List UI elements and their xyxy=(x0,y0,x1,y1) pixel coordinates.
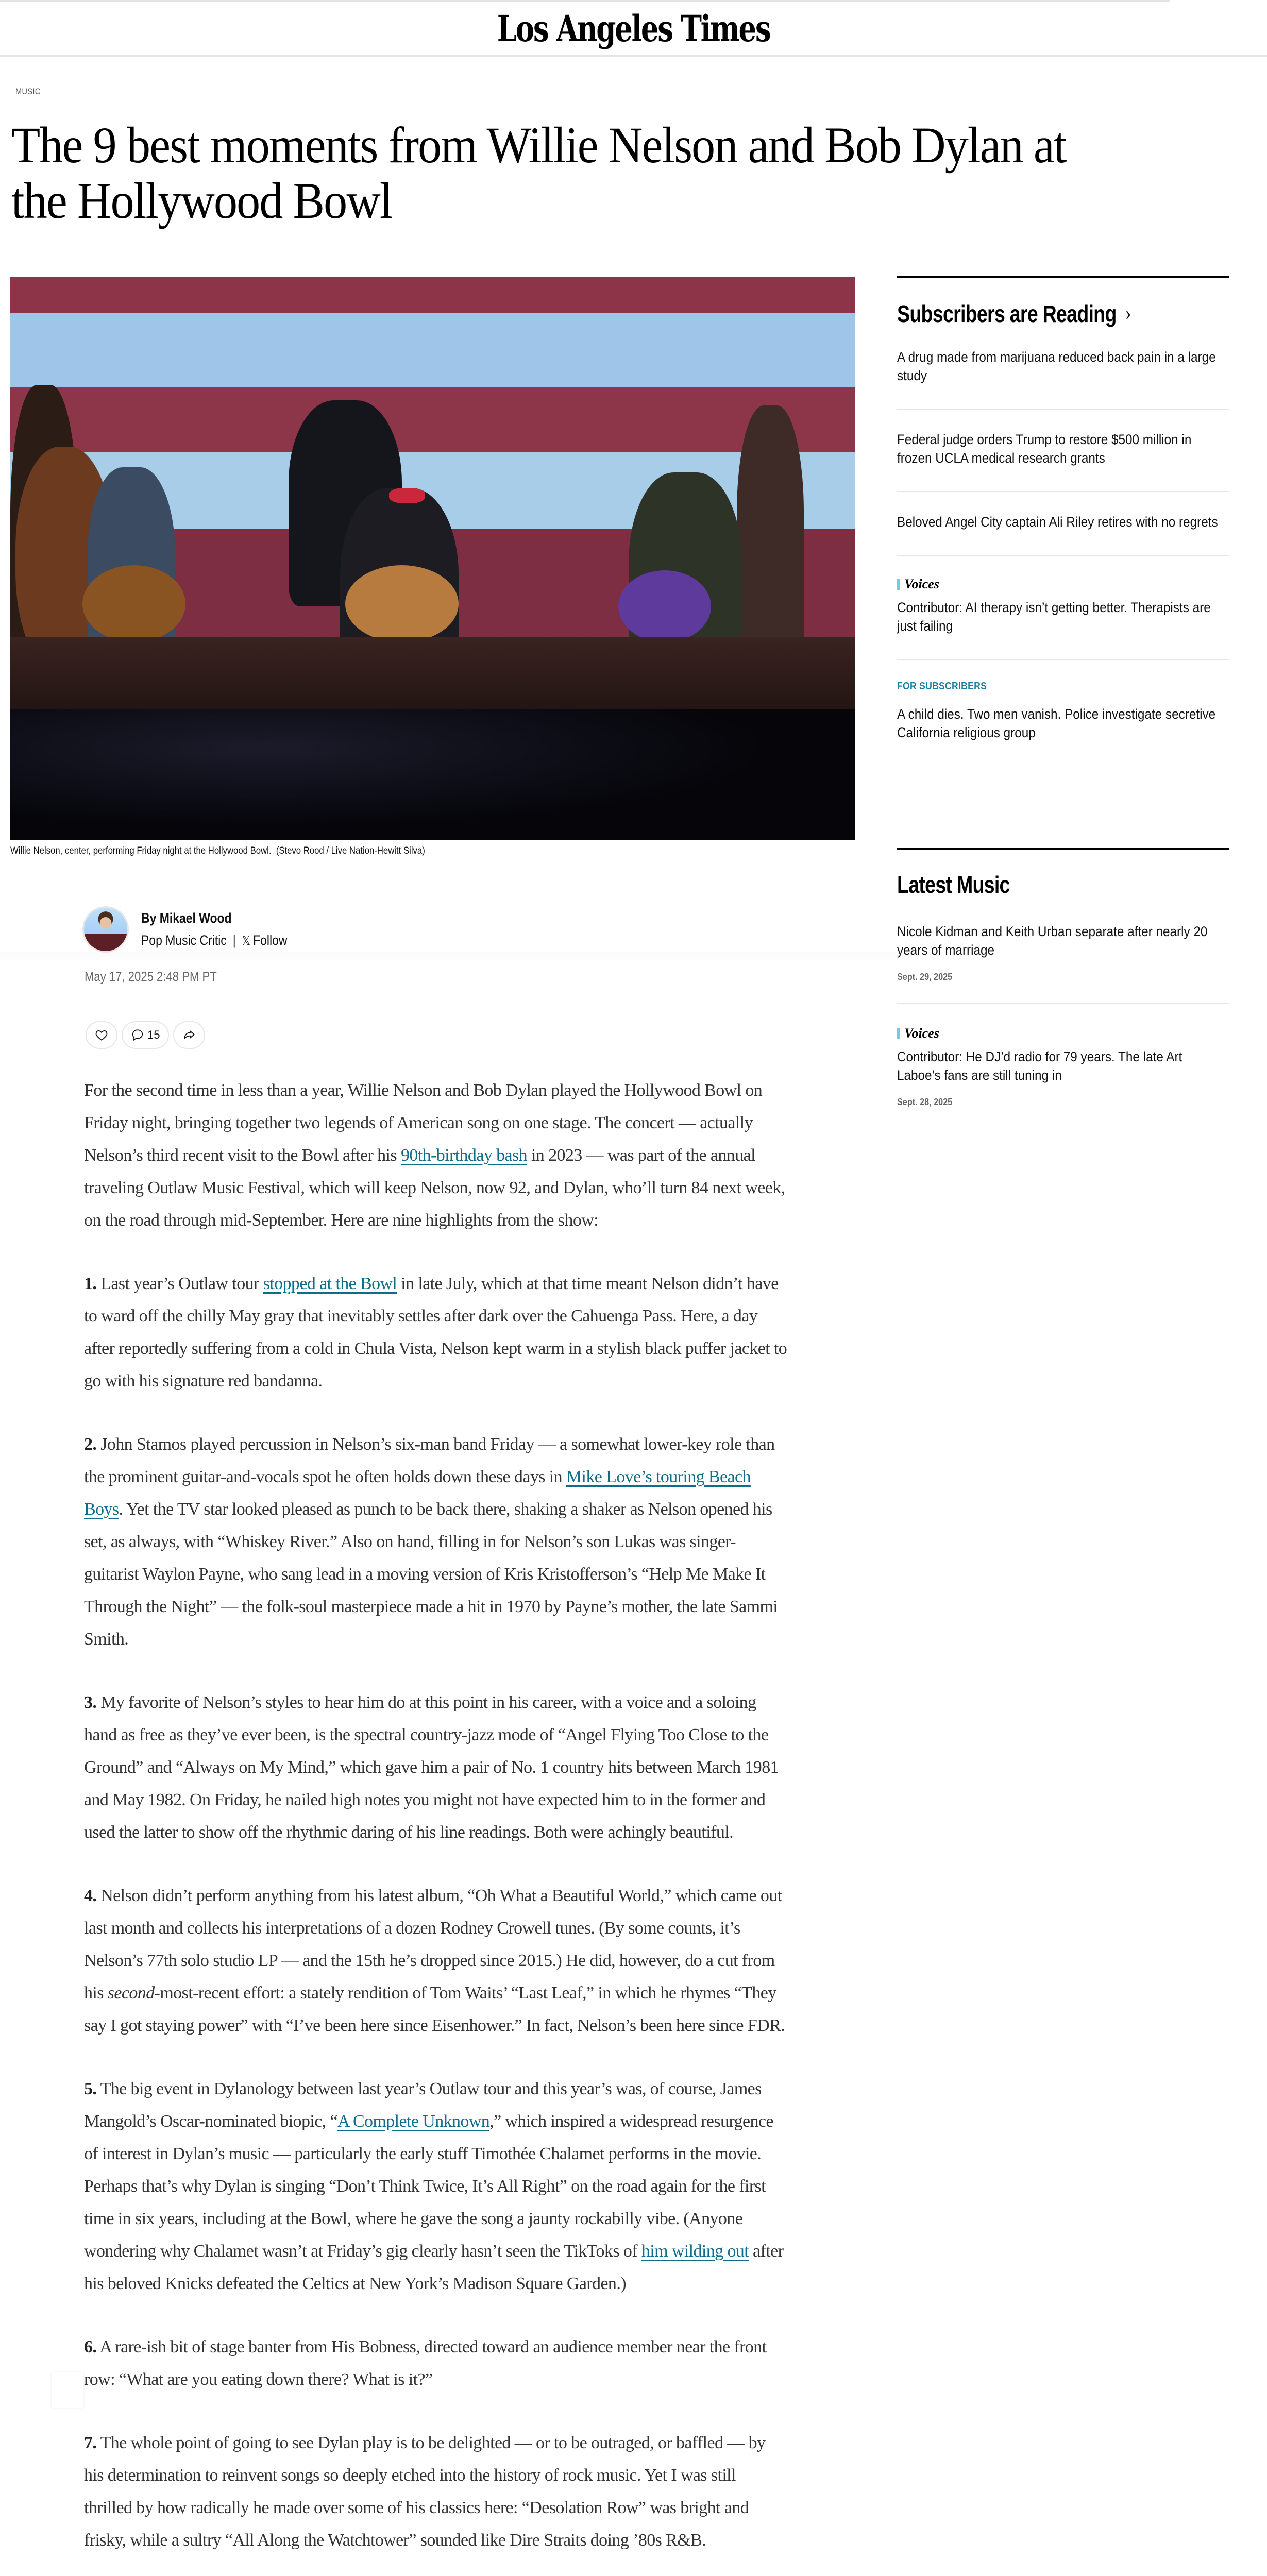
sidebar-story-link[interactable]: A child dies. Two men vanish. Police investigate secretive California religious group xyxy=(897,706,1216,740)
highlight-number: 4. xyxy=(84,1886,97,1905)
sidebar-story xyxy=(897,660,1229,766)
purple-guitar xyxy=(618,570,711,642)
follow-button[interactable] xyxy=(242,933,288,948)
author-name[interactable] xyxy=(141,910,287,926)
highlight-number: 6. xyxy=(84,2337,97,2357)
voices-label-text: Voices xyxy=(904,577,939,591)
sidebar-story xyxy=(897,900,1229,1004)
lead-photo xyxy=(10,277,855,840)
module-title-text: Latest Music xyxy=(897,871,1010,898)
article-body xyxy=(84,1074,787,2576)
paragraph-text: in late July, which at that time meant Nelson didn’t have to ward off the chilly May gray that inevitably settles after dark over the Cahuenga Pass. Here, a day after reportedly suffering from a cold in Chula Vista, Nelson kept warm in a stylish black puffer jacket to go with his signature red bandanna. xyxy=(84,1274,787,1391)
floating-overlay[interactable] xyxy=(52,2372,83,2408)
article-paragraph xyxy=(84,1686,787,1849)
flag-stripe xyxy=(10,313,855,387)
article-paragraph xyxy=(84,1879,787,2042)
module-rule xyxy=(897,276,1229,278)
article-paragraph xyxy=(84,2427,787,2556)
follow-label: Follow xyxy=(253,933,288,948)
sidebar-story-link[interactable]: Beloved Angel City captain Ali Riley retires with no regrets xyxy=(897,514,1218,530)
heart-icon xyxy=(95,1028,108,1042)
module-rule xyxy=(897,848,1229,850)
comment-count: 15 xyxy=(147,1028,160,1041)
caption-text: Willie Nelson, center, performing Friday night at the Hollywood Bowl. xyxy=(10,845,272,856)
paragraph-text: John Stamos played percussion in Nelson’s six-man band Friday — a somewhat lower-key role than the prominent guitar-and-vocals spot he often holds down these days in xyxy=(84,1435,775,1486)
sidebar-story xyxy=(897,410,1229,492)
subscribers-reading-title[interactable] xyxy=(897,298,1169,329)
author-name-text: Mikael Wood xyxy=(159,910,232,926)
sidebar-story xyxy=(897,1004,1229,1128)
flag-stripe xyxy=(10,387,855,452)
site-logo[interactable]: Los Angeles Times xyxy=(497,7,770,50)
voices-accent-bar xyxy=(897,579,900,590)
paragraph-text: -most-recent effort: a stately rendition of Tom Waits’ “Last Leaf,” in which he rhymes “They say I got staying power” with “I’ve been here since Eisenhower.” In fact, Nelson’s been here since FDR. xyxy=(84,1984,785,2035)
paragraph-text: ,” which inspired a widespread resurgence of interest in Dylan’s music — particularly the early stuff Timothée Chalamet performs in the movie. Perhaps that’s why Dylan is singing “Don’t Think Twice, It’s All Right” on the road again for the first time in six years, including at the Bowl, where he gave the song a jaunty rockabilly vibe. (Anyone wondering why Chalamet wasn’t at Friday’s gig clearly hasn’t seen the TikToks of xyxy=(84,2112,773,2261)
highlight-number: 5. xyxy=(84,2079,97,2098)
paragraph-text: My favorite of Nelson’s styles to hear him do at this point in his career, with a voice and a soloing hand as free as they’ve ever been, is the spectral country-jazz mode of “Angel Flying Too Close to the Ground” and “Always on My Mind,” which gave him a pair of No. 1 country hits between March 1981 and May 1982. On Friday, he nailed high notes you might not have expected him to in the former and used the latter to show off the rhythmic daring of his line readings. Both were achingly beautiful. xyxy=(84,1693,779,1842)
byline xyxy=(82,906,313,953)
story-date: Sept. 29, 2025 xyxy=(897,972,953,982)
article-paragraph xyxy=(84,2073,787,2300)
byline-separator: | xyxy=(232,933,236,948)
paragraph-text: . Yet the TV star looked pleased as punch to be back there, shaking a shaker as Nelson opened his set, as always, with “Whiskey River.” Also on hand, filling in for Nelson’s son Lukas was singer-guitarist Waylon Payne, who sang lead in a moving version of Kris Kristofferson’s “Help Me Make It Through the Night” — the folk-soul masterpiece made a hit in 1970 by Payne’s mother, the late Sammi Smith. xyxy=(84,1500,778,1649)
sidebar-story xyxy=(897,492,1229,556)
voices-label[interactable] xyxy=(897,577,1229,592)
paragraph-text: The whole point of going to see Dylan play is to be delighted — or to be outraged, or baffled — by his determination to reinvent songs so deeply etched into the history of rock music. Yet I was still thrilled by how radically he made over some of his classics here: “Desolation Row” was bright and frisky, while a sultry “All Along the Watchtower” sounded like Dire Straits doing ’80s R&B. xyxy=(84,2433,766,2550)
comments-button[interactable] xyxy=(122,1021,169,1049)
paragraph-text: after his beloved Knicks defeated the Celtics at New York’s Madison Square Garden.) xyxy=(84,2242,784,2293)
inline-link[interactable]: stopped at the Bowl xyxy=(263,1274,397,1293)
sidebar-story-link[interactable]: Contributor: He DJ’d radio for 79 years. The late Art Laboe’s fans are still tuning in xyxy=(897,1049,1182,1083)
inline-link[interactable]: him wilding out xyxy=(641,2242,749,2261)
highlight-number: 2. xyxy=(84,1435,97,1454)
voices-label[interactable] xyxy=(897,1026,1229,1041)
sidebar-story xyxy=(897,556,1229,660)
article-paragraph xyxy=(84,2331,787,2396)
x-logo-icon: 𝕏 xyxy=(242,934,250,948)
for-subscribers-label: FOR SUBSCRIBERS xyxy=(897,681,987,692)
sidebar-story-link[interactable]: A drug made from marijuana reduced back pain in a large study xyxy=(897,349,1216,383)
paragraph-text: Last year’s Outlaw tour xyxy=(96,1274,263,1293)
sidebar-story-link[interactable]: Nicole Kidman and Keith Urban separate after nearly 20 years of marriage xyxy=(897,924,1208,958)
share-arrow-icon xyxy=(182,1028,196,1042)
paragraph-text: A rare-ish bit of stage banter from His Bobness, directed toward an audience member near the front row: “What are you eating down there? What is it?” xyxy=(84,2337,767,2389)
latest-music-list xyxy=(897,900,1229,1128)
latest-music-title xyxy=(897,870,1169,900)
author-meta xyxy=(141,933,287,948)
crowd-silhouettes xyxy=(10,709,855,840)
inline-link[interactable]: A Complete Unknown xyxy=(337,2112,490,2131)
module-title-text: Subscribers are Reading xyxy=(897,300,1117,327)
author-role: Pop Music Critic xyxy=(141,933,227,948)
voices-label-text: Voices xyxy=(904,1026,939,1041)
sidebar-story-link[interactable]: Federal judge orders Trump to restore $500 million in frozen UCLA medical research grants xyxy=(897,432,1192,466)
article-paragraph xyxy=(84,1267,787,1397)
latest-music-module xyxy=(897,848,1229,1128)
inline-link[interactable]: 90th-birthday bash xyxy=(400,1146,528,1165)
emphasis-text: second xyxy=(107,1984,155,2003)
subscribers-reading-list xyxy=(897,329,1229,766)
story-date: Sept. 28, 2025 xyxy=(897,1097,953,1107)
byline-text xyxy=(141,910,313,948)
masthead xyxy=(0,2,1267,57)
byline-prefix: By xyxy=(141,910,157,926)
publish-timestamp: May 17, 2025 2:48 PM PT xyxy=(85,969,217,984)
trigger-guitar xyxy=(345,565,459,642)
caption-credit: (Stevo Rood / Live Nation-Hewitt Silva) xyxy=(276,845,425,856)
sidebar-story xyxy=(897,329,1229,410)
article-actions xyxy=(86,1021,205,1049)
voices-accent-bar xyxy=(897,1028,900,1039)
section-kicker[interactable]: MUSIC xyxy=(15,87,41,96)
inline-link[interactable]: Mike Love’s touring Beach Boys xyxy=(84,1467,751,1519)
acoustic-guitar-left xyxy=(82,565,185,642)
subscribers-reading-module xyxy=(897,276,1229,766)
flag-stripe xyxy=(10,277,855,313)
highlight-number: 3. xyxy=(84,1693,97,1712)
highlight-number: 7. xyxy=(84,2433,97,2452)
highlight-number: 1. xyxy=(84,1274,97,1293)
chevron-right-icon: › xyxy=(1125,303,1130,324)
red-bandana xyxy=(389,488,425,503)
article-paragraph xyxy=(84,1074,787,1236)
paragraph-text: Nelson didn’t perform anything from his latest album, “Oh What a Beautiful World,” which came out last month and collects his interpretations of a dozen Rodney Crowell tunes. (By some counts, it’s Nelson’s 77th solo studio LP — and the 15th he’s dropped since 2015.) He did, however, do a cut from his xyxy=(84,1886,782,2003)
paragraph-text: The big event in Dylanology between last year’s Outlaw tour and this year’s was, of course, James Mangold’s Oscar-nominated biopic, “ xyxy=(84,2079,762,2131)
article-paragraph xyxy=(84,1428,787,1655)
share-button[interactable] xyxy=(173,1021,205,1049)
stage xyxy=(10,637,855,709)
paragraph-text: in 2023 — was part of the annual traveling Outlaw Music Festival, which will keep Nelson, now 92, and Dylan, who’ll turn 84 next week, on the road through mid-September. Here are nine highlights from the show: xyxy=(84,1146,785,1230)
paragraph-text: For the second time in less than a year, Willie Nelson and Bob Dylan played the Hollywood Bowl on Friday night, bringing together two legends of American song on one stage. The concert — actually Nelson’s third recent visit to the Bowl after his xyxy=(84,1081,763,1165)
percussionist-figure xyxy=(737,405,804,673)
sidebar-story-link[interactable]: Contributor: AI therapy isn’t getting better. Therapists are just failing xyxy=(897,600,1211,634)
article-headline: The 9 best moments from Willie Nelson and Bob Dylan at the Hollywood Bowl xyxy=(11,116,1066,229)
like-button[interactable] xyxy=(86,1021,117,1049)
author-avatar[interactable] xyxy=(82,906,129,953)
byline-band xyxy=(0,952,938,960)
photo-caption xyxy=(10,845,754,857)
comment-bubble-icon xyxy=(131,1028,144,1042)
